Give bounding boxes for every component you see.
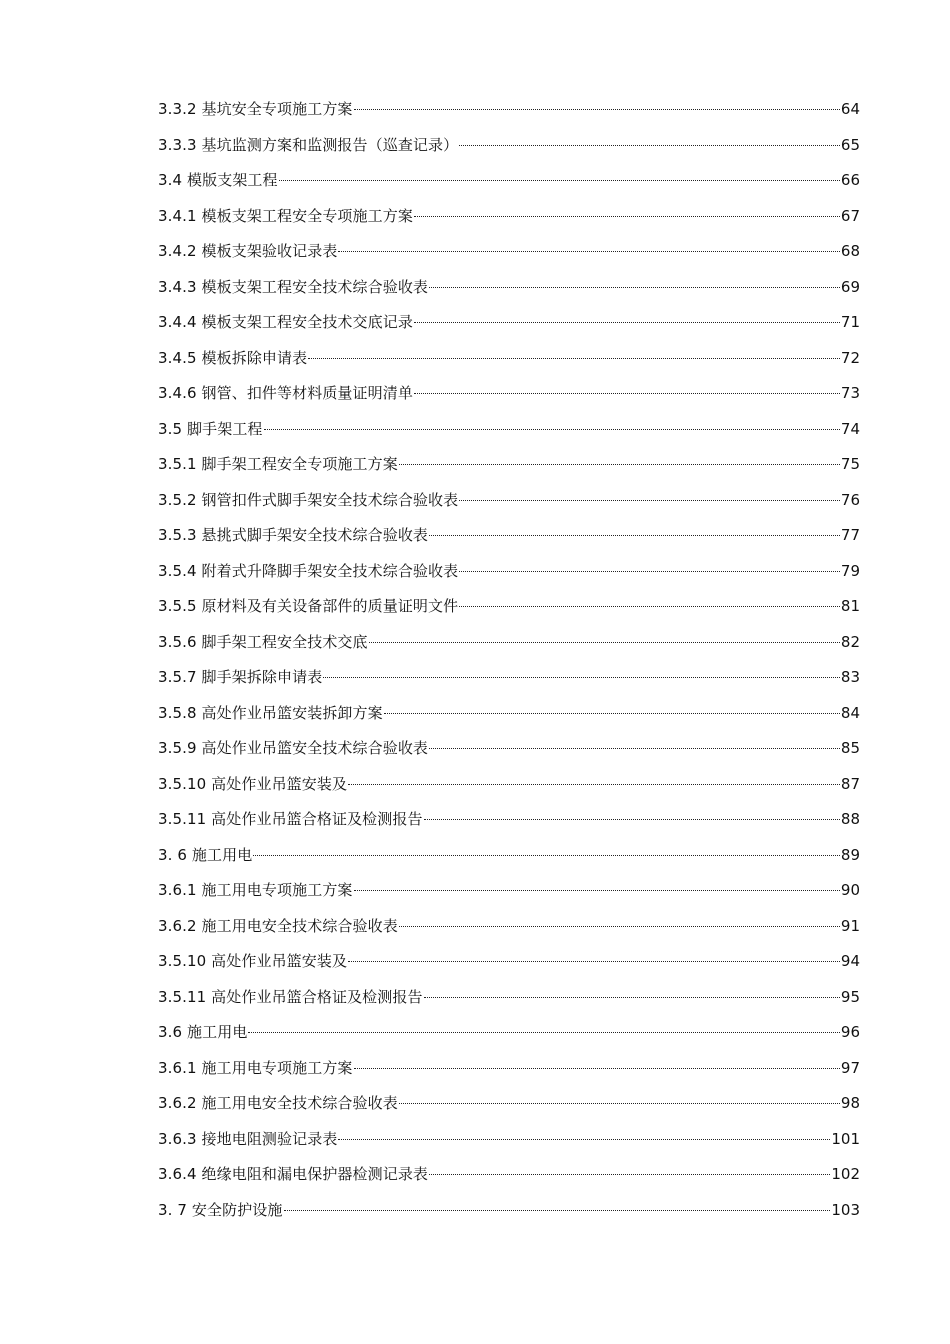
toc-entry-title: 3.6.1 施工用电专项施工方案 xyxy=(158,1058,353,1077)
toc-entry-title: 3.5.2 钢管扣件式脚手架安全技术综合验收表 xyxy=(158,490,459,509)
toc-entry[interactable] xyxy=(158,205,860,241)
toc-entry[interactable] xyxy=(158,950,860,986)
toc-dot-leader xyxy=(459,606,840,607)
toc-dot-leader xyxy=(459,571,840,572)
toc-entry-title: 3.6 施工用电 xyxy=(158,1023,248,1041)
toc-entry[interactable] xyxy=(158,1128,860,1164)
toc-entry-title: 3.4.4 模板支架工程安全技术交底记录 xyxy=(158,313,413,331)
toc-entry[interactable] xyxy=(158,915,860,951)
toc-entry-page-number: 73 xyxy=(840,384,860,402)
toc-entry[interactable] xyxy=(158,382,860,418)
toc-entry-title: 3.5.7 脚手架拆除申请表 xyxy=(158,668,323,686)
toc-entry[interactable] xyxy=(158,489,860,525)
toc-dot-leader xyxy=(414,393,840,394)
toc-entry[interactable] xyxy=(158,986,860,1022)
toc-entry[interactable] xyxy=(158,879,860,915)
toc-entry-page-number: 90 xyxy=(840,881,860,899)
toc-entry[interactable] xyxy=(158,453,860,489)
toc-entry-title: 3.5.1 脚手架工程安全专项施工方案 xyxy=(158,455,398,473)
toc-entry-page-number: 74 xyxy=(840,419,860,438)
toc-entry-page-number: 89 xyxy=(840,845,860,864)
toc-entry-page-number: 67 xyxy=(840,206,860,225)
toc-entry[interactable] xyxy=(158,1199,860,1235)
toc-entry[interactable] xyxy=(158,240,860,276)
toc-entry-title: 3.6.4 绝缘电阻和漏电保护器检测记录表 xyxy=(158,1165,429,1183)
toc-entry-page-number: 98 xyxy=(840,1094,860,1112)
toc-entry[interactable] xyxy=(158,737,860,773)
toc-dot-leader xyxy=(354,1068,840,1069)
toc-entry-page-number: 102 xyxy=(831,1165,860,1183)
toc-entry[interactable] xyxy=(158,631,860,667)
toc-entry-page-number: 96 xyxy=(840,1023,860,1041)
toc-entry[interactable] xyxy=(158,773,860,809)
toc-entry[interactable] xyxy=(158,702,860,738)
toc-entry-page-number: 65 xyxy=(840,135,860,154)
toc-entry-page-number: 83 xyxy=(840,668,860,686)
toc-dot-leader xyxy=(348,961,840,962)
table-of-contents xyxy=(158,98,860,1234)
toc-entry-page-number: 77 xyxy=(840,526,860,544)
toc-entry-page-number: 69 xyxy=(840,277,860,296)
toc-entry[interactable] xyxy=(158,1021,860,1057)
toc-dot-leader xyxy=(414,322,840,323)
toc-dot-leader xyxy=(459,145,840,146)
toc-dot-leader xyxy=(429,1174,830,1175)
toc-dot-leader xyxy=(429,535,840,536)
toc-entry-page-number: 94 xyxy=(840,952,860,970)
toc-entry[interactable] xyxy=(158,1092,860,1128)
toc-dot-leader xyxy=(429,287,840,288)
toc-entry[interactable] xyxy=(158,418,860,454)
toc-entry-title: 3.6.2 施工用电安全技术综合验收表 xyxy=(158,1094,398,1112)
toc-dot-leader xyxy=(369,642,840,643)
toc-entry-page-number: 76 xyxy=(840,490,860,509)
toc-dot-leader xyxy=(429,748,840,749)
toc-entry-page-number: 91 xyxy=(840,916,860,935)
toc-entry-title: 3.4 模版支架工程 xyxy=(158,171,278,189)
toc-entry[interactable] xyxy=(158,311,860,347)
toc-entry[interactable] xyxy=(158,169,860,205)
toc-entry-title: 3.3.2 基坑安全专项施工方案 xyxy=(158,100,353,118)
toc-dot-leader xyxy=(253,855,840,856)
toc-entry-page-number: 101 xyxy=(831,1129,860,1148)
toc-entry[interactable] xyxy=(158,524,860,560)
toc-entry-title: 3.5.9 高处作业吊篮安全技术综合验收表 xyxy=(158,739,429,757)
toc-entry-page-number: 79 xyxy=(840,561,860,580)
toc-dot-leader xyxy=(338,251,839,252)
toc-entry-page-number: 72 xyxy=(840,348,860,367)
toc-entry-title: 3.4.1 模板支架工程安全专项施工方案 xyxy=(158,206,413,225)
toc-entry-page-number: 81 xyxy=(840,597,860,615)
toc-dot-leader xyxy=(308,358,840,359)
toc-entry-title: 3.4.5 模板拆除申请表 xyxy=(158,348,308,367)
toc-entry-page-number: 75 xyxy=(840,455,860,473)
toc-entry-page-number: 68 xyxy=(840,242,860,260)
toc-entry-title: 3.5.8 高处作业吊篮安装拆卸方案 xyxy=(158,703,383,722)
toc-dot-leader xyxy=(348,784,840,785)
toc-dot-leader xyxy=(284,1210,831,1211)
toc-dot-leader xyxy=(414,216,840,217)
toc-entry-title: 3.5.10 高处作业吊篮安装及 xyxy=(158,774,348,793)
toc-dot-leader xyxy=(399,464,840,465)
toc-entry-title: 3.4.3 模板支架工程安全技术综合验收表 xyxy=(158,277,429,296)
toc-entry-title: 3.5.6 脚手架工程安全技术交底 xyxy=(158,632,368,651)
toc-entry[interactable] xyxy=(158,347,860,383)
toc-entry-title: 3.4.6 钢管、扣件等材料质量证明清单 xyxy=(158,384,413,402)
toc-entry-title: 3.6.3 接地电阻测验记录表 xyxy=(158,1129,338,1148)
toc-dot-leader xyxy=(279,180,840,181)
toc-dot-leader xyxy=(399,1103,840,1104)
toc-entry[interactable] xyxy=(158,560,860,596)
toc-dot-leader xyxy=(424,997,840,998)
toc-dot-leader xyxy=(354,109,840,110)
toc-dot-leader xyxy=(264,429,840,430)
toc-entry-page-number: 88 xyxy=(840,810,860,828)
toc-entry-page-number: 85 xyxy=(840,739,860,757)
toc-entry[interactable] xyxy=(158,595,860,631)
toc-entry-title: 3.5.5 原材料及有关设备部件的质量证明文件 xyxy=(158,597,459,615)
toc-dot-leader xyxy=(424,819,840,820)
toc-entry-page-number: 87 xyxy=(840,774,860,793)
toc-entry-title: 3.3.3 基坑监测方案和监测报告（巡查记录） xyxy=(158,135,459,154)
toc-dot-leader xyxy=(323,677,840,678)
toc-entry-title: 3.5.11 高处作业吊篮合格证及检测报告 xyxy=(158,987,423,1006)
toc-entry[interactable] xyxy=(158,134,860,170)
toc-entry-title: 3.6.1 施工用电专项施工方案 xyxy=(158,881,353,899)
toc-entry-page-number: 66 xyxy=(840,171,860,189)
toc-entry-page-number: 84 xyxy=(840,703,860,722)
toc-entry-title: 3. 7 安全防护设施 xyxy=(158,1200,283,1219)
toc-entry-title: 3.5 脚手架工程 xyxy=(158,419,263,438)
toc-dot-leader xyxy=(399,926,840,927)
toc-entry[interactable] xyxy=(158,1163,860,1199)
toc-dot-leader xyxy=(338,1139,830,1140)
toc-entry[interactable] xyxy=(158,808,860,844)
toc-entry-title: 3.5.11 高处作业吊篮合格证及检测报告 xyxy=(158,810,423,828)
toc-entry[interactable] xyxy=(158,666,860,702)
toc-entry-title: 3.4.2 模板支架验收记录表 xyxy=(158,242,338,260)
toc-entry-title: 3.5.3 悬挑式脚手架安全技术综合验收表 xyxy=(158,526,429,544)
toc-dot-leader xyxy=(384,713,840,714)
toc-dot-leader xyxy=(354,890,840,891)
toc-entry-title: 3. 6 施工用电 xyxy=(158,845,253,864)
toc-entry-page-number: 71 xyxy=(840,313,860,331)
toc-entry-page-number: 82 xyxy=(840,632,860,651)
toc-entry[interactable] xyxy=(158,276,860,312)
toc-entry[interactable] xyxy=(158,1057,860,1093)
toc-entry-title: 3.5.4 附着式升降脚手架安全技术综合验收表 xyxy=(158,561,459,580)
toc-entry-page-number: 95 xyxy=(840,987,860,1006)
toc-entry-title: 3.6.2 施工用电安全技术综合验收表 xyxy=(158,916,398,935)
toc-entry-page-number: 64 xyxy=(840,100,860,118)
toc-dot-leader xyxy=(248,1032,839,1033)
toc-entry-title: 3.5.10 高处作业吊篮安装及 xyxy=(158,952,348,970)
toc-dot-leader xyxy=(459,500,840,501)
toc-entry-page-number: 103 xyxy=(831,1200,860,1219)
toc-entry[interactable] xyxy=(158,844,860,880)
toc-entry-page-number: 97 xyxy=(840,1058,860,1077)
toc-entry[interactable] xyxy=(158,98,860,134)
